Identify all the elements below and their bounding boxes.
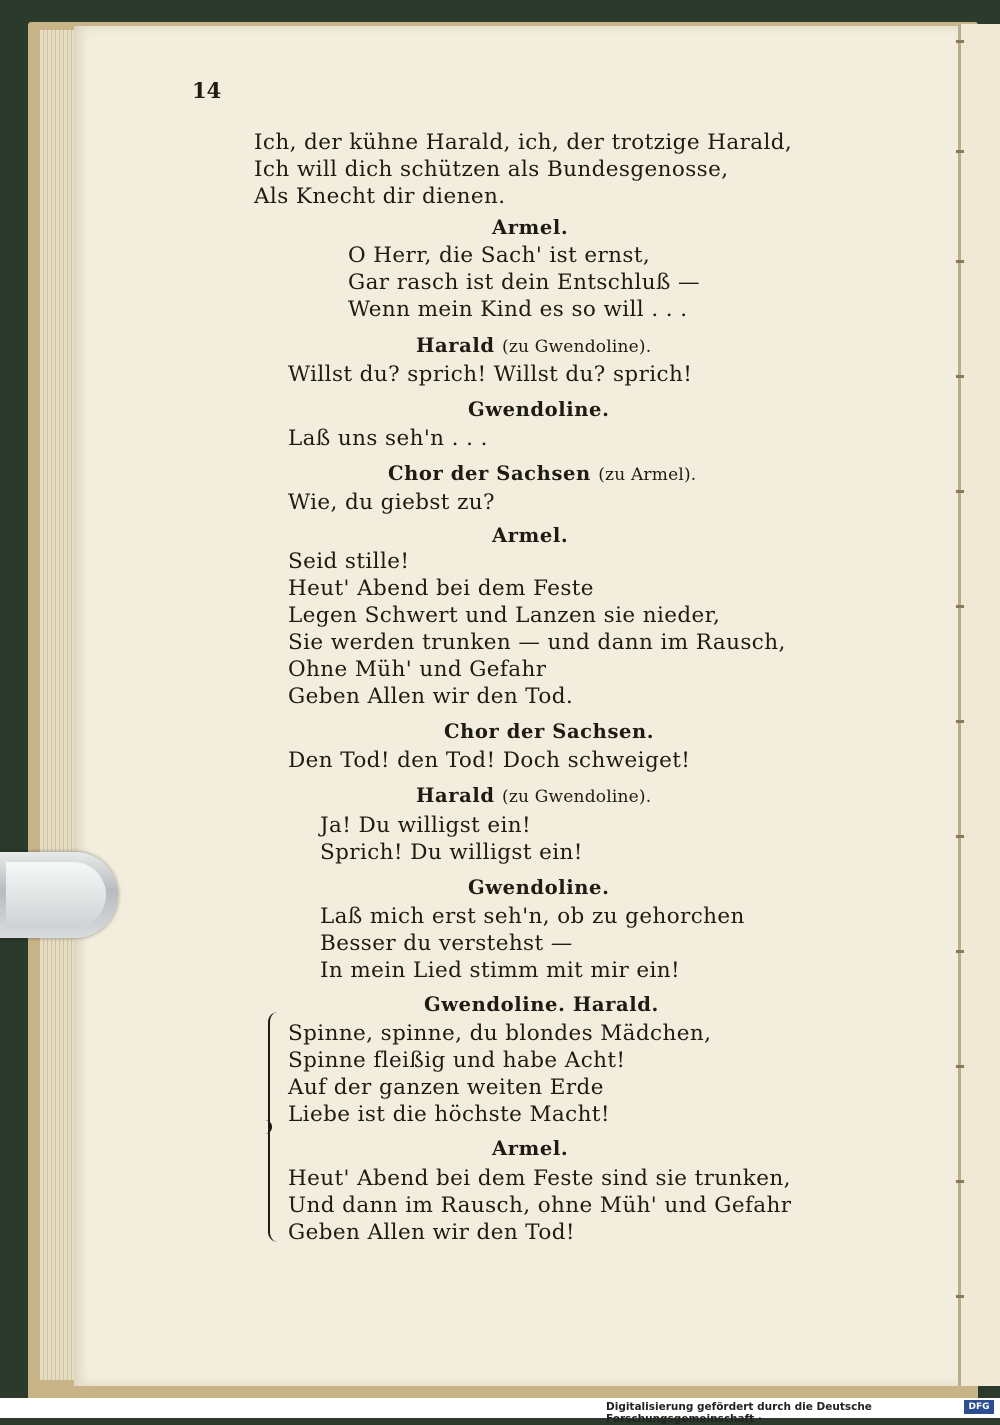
binding-stitch [956,260,964,263]
page-clip [0,852,118,938]
speaker-name: Chor der Sachsen [388,462,591,485]
text-line: Den Tod! den Tod! Doch schweiget! [288,748,691,773]
text-line: Spinne, spinne, du blondes Mädchen, [288,1021,712,1046]
text-line: Sprich! Du willigst ein! [320,840,583,865]
footer-credit: Digitalisierung gefördert durch die Deutsche Forschungsgemeinschaft · [606,1401,872,1425]
speaker-heading: Chor der Sachsen. [444,720,655,743]
speaker-heading: Gwendoline. Harald. [424,993,659,1016]
speaker-heading [416,334,651,357]
speaker-heading: Gwendoline. [468,398,610,421]
text-line: Und dann im Rausch, ohne Müh' und Gefahr [288,1193,792,1218]
text-line: Geben Allen wir den Tod! [288,1220,575,1245]
binding-stitch [956,490,964,493]
binding-stitch [956,835,964,838]
text-line: Legen Schwert und Lanzen sie nieder, [288,603,721,628]
binding-stitch [956,1180,964,1183]
speaker-heading: Armel. [492,1137,569,1160]
speaker-heading: Armel. [492,216,569,239]
speaker-name: Harald [416,334,495,357]
text-line: Seid stille! [288,549,410,574]
text-line: Als Knecht dir dienen. [254,184,506,209]
speaker-heading [388,462,696,485]
text-line: In mein Lied stimm mit mir ein! [320,958,681,983]
text-line: Ohne Müh' und Gefahr [288,657,547,682]
stage-direction: (zu Gwendoline). [502,787,652,807]
text-line: Heut' Abend bei dem Feste [288,576,594,601]
text-line: Besser du verstehst — [320,931,573,956]
text-line: Wenn mein Kind es so will . . . [348,297,688,322]
binding-stitch [956,1065,964,1068]
text-line: Laß uns seh'n . . . [288,426,488,451]
text-line: Ich, der kühne Harald, ich, der trotzige Harald, [254,130,793,155]
text-line: O Herr, die Sach' ist ernst, [348,243,651,268]
text-line: Liebe ist die höchste Macht! [288,1102,610,1127]
speaker-heading [416,784,651,807]
text-line: Ich will dich schützen als Bundesgenosse, [254,157,729,182]
text-line: Auf der ganzen weiten Erde [288,1075,604,1100]
dfg-logo: DFG [964,1400,994,1414]
speaker-heading: Armel. [492,524,569,547]
text-line: Heut' Abend bei dem Feste sind sie trunken, [288,1166,791,1191]
text-line: Wie, du giebst zu? [288,490,495,515]
stage-direction: (zu Gwendoline). [502,337,652,357]
speaker-heading: Gwendoline. [468,876,610,899]
page-number: 14 [192,78,222,103]
binding-stitch [956,40,964,43]
curly-brace [268,1012,280,1242]
speaker-name: Harald [416,784,495,807]
text-line: Spinne fleißig und habe Acht! [288,1048,626,1073]
binding-stitch [956,720,964,723]
stage-direction: (zu Armel). [598,465,697,485]
text-line: Laß mich erst seh'n, ob zu gehorchen [320,904,745,929]
text-line: Sie werden trunken — und dann im Rausch, [288,630,786,655]
text-line: Gar rasch ist dein Entschluß — [348,270,700,295]
binding-stitch [956,1295,964,1298]
binding-stitch [956,950,964,953]
facing-page-strip [961,24,1000,1386]
binding-stitch [956,150,964,153]
text-line: Willst du? sprich! Willst du? sprich! [288,362,693,387]
binding-stitch [956,605,964,608]
binding-stitch [956,375,964,378]
text-line: Ja! Du willigst ein! [320,813,532,838]
text-line: Geben Allen wir den Tod. [288,684,574,709]
